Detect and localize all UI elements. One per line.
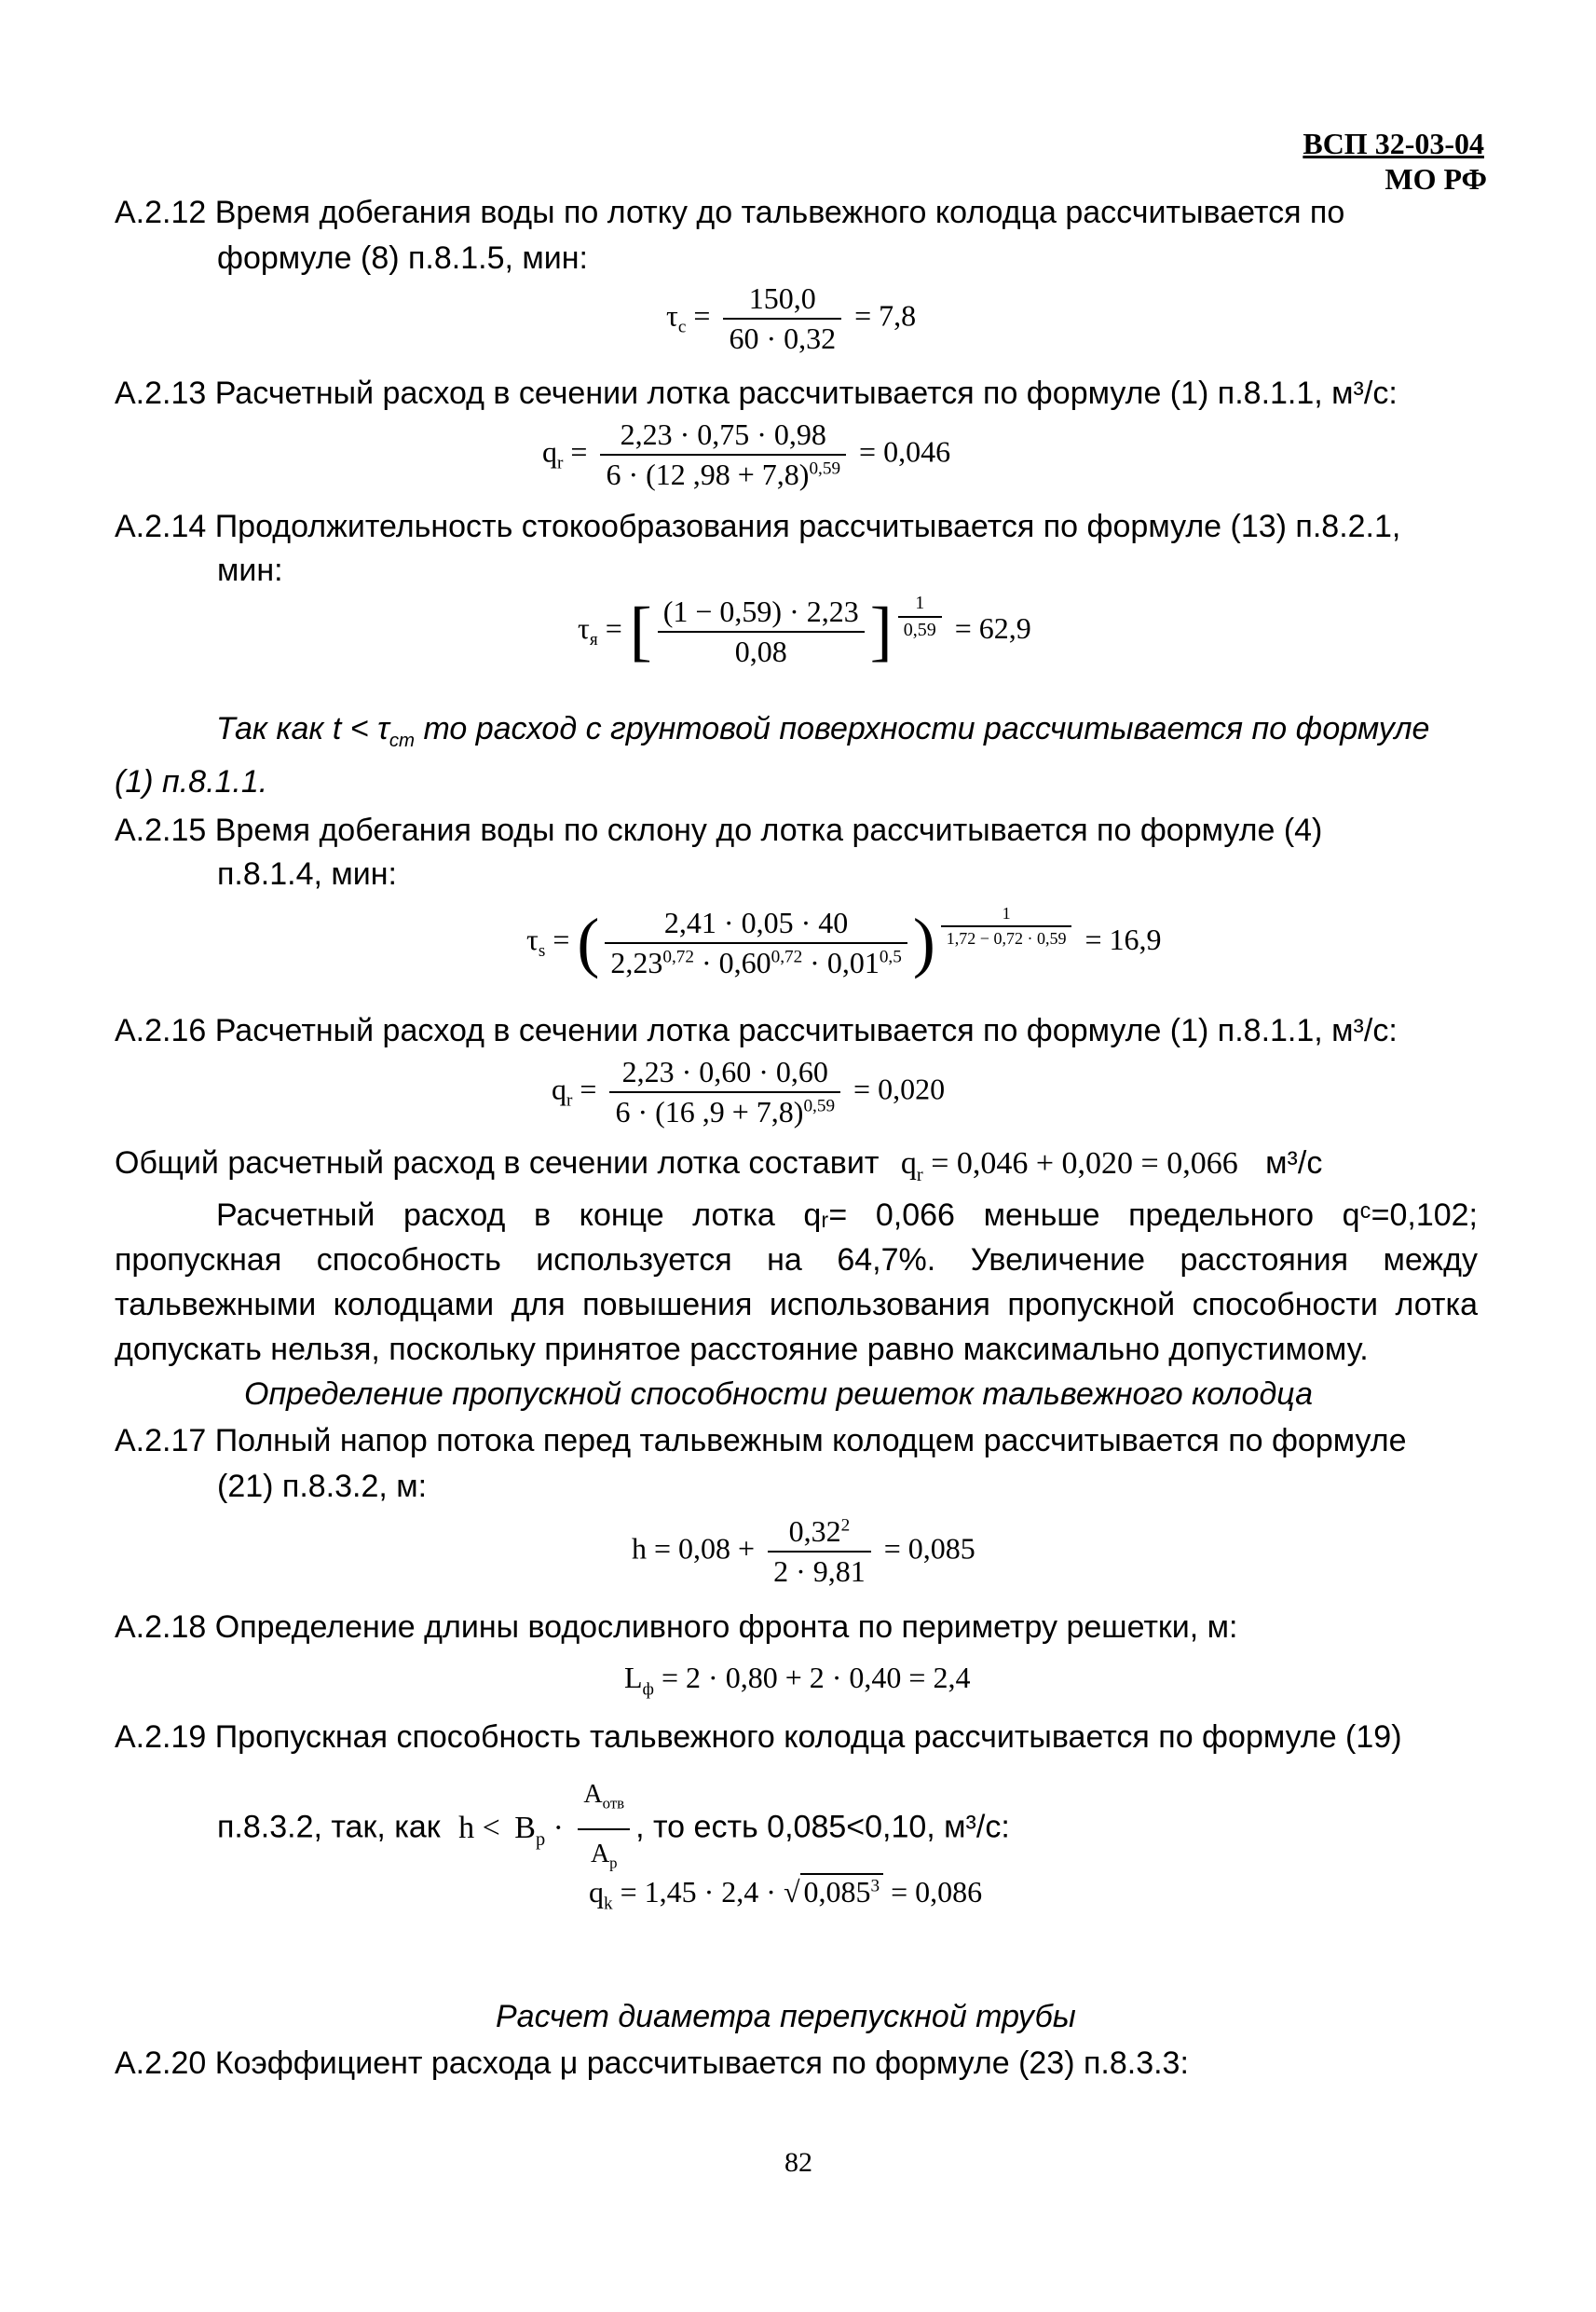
exponent-fraction bbox=[898, 593, 942, 641]
numerator-exponent: 2 bbox=[840, 1515, 851, 1536]
numerator: (1 − 0,59) · 2,23 bbox=[658, 595, 865, 633]
formula-lhs-sub: я bbox=[589, 630, 598, 650]
radicand bbox=[800, 1873, 884, 1908]
formula-result: = 0,085 bbox=[883, 1531, 975, 1566]
a2-13-line1: А.2.13 Расчетный расход в сечении лотка рассчитывается по формуле (1) п.8.1.1, м³/с: bbox=[115, 376, 1398, 411]
line2-h: h < bbox=[458, 1810, 500, 1845]
a2-12-line2: формуле (8) п.8.1.5, мин: bbox=[217, 240, 588, 276]
den-exp2: 0,72 bbox=[771, 946, 803, 966]
a2-14-line2: мин: bbox=[217, 553, 283, 588]
denominator: 60 · 0,32 bbox=[729, 321, 837, 355]
formula-mid: = 1,45 · 2,4 · bbox=[612, 1875, 784, 1908]
denominator-base: 6 · (12 ,98 + 7,8) bbox=[606, 458, 810, 491]
a2-17-line1: А.2.17 Полный напор потока перед тальвежным колодцем рассчитывается по формуле bbox=[115, 1423, 1407, 1458]
formula-result: = 0,086 bbox=[883, 1875, 983, 1908]
note-line1 bbox=[216, 706, 1429, 763]
note-text-rest: то расход с грунтовой поверхности рассчитывается по формуле bbox=[415, 711, 1430, 746]
den-term1: 2,23 bbox=[610, 945, 663, 979]
radicand-exponent: 3 bbox=[870, 1876, 880, 1896]
formula-result: = 0,046 bbox=[859, 434, 951, 469]
total-formula-rest: = 0,046 + 0,020 = 0,066 bbox=[922, 1146, 1238, 1181]
a2-15-line2: п.8.1.4, мин: bbox=[217, 856, 397, 892]
a2-14-line1: А.2.14 Продолжительность стокообразования рассчитывается по формуле (13) п.8.2.1, bbox=[115, 509, 1401, 544]
exponent-fraction bbox=[941, 904, 1072, 949]
formula-a2-18 bbox=[624, 1661, 970, 1700]
doc-code: ВСП 32-03-04 bbox=[1303, 127, 1484, 160]
formula-lhs: L bbox=[624, 1661, 643, 1694]
denominator bbox=[609, 1093, 840, 1129]
right-bracket: ] bbox=[869, 594, 893, 668]
a2-16-line1: А.2.16 Расчетный расход в сечении лотка рассчитывается по формуле (1) п.8.1.1, м³/с: bbox=[115, 1013, 1398, 1048]
formula-result: = 62,9 bbox=[954, 610, 1031, 645]
line2-num-a: A bbox=[583, 1780, 603, 1809]
para-line1: Расчетный расход в конце лотка qᵣ= 0,066 меньше предельного qᶜ=0,102; bbox=[216, 1197, 1478, 1233]
denominator bbox=[600, 456, 846, 492]
numerator: 2,23 · 0,60 · 0,60 bbox=[609, 1055, 840, 1093]
formula-result: = 0,020 bbox=[853, 1072, 946, 1106]
exponent-num: 1 bbox=[898, 593, 942, 618]
note-sub: ст bbox=[389, 730, 415, 751]
denominator bbox=[605, 944, 907, 980]
note-text: Так как t < τ bbox=[216, 711, 389, 746]
a2-20-line1: А.2.20 Коэффициент расхода μ рассчитывается по формуле (23) п.8.3.3: bbox=[115, 2045, 1189, 2081]
sqrt-sign: √ bbox=[783, 1875, 800, 1908]
numerator: 2,41 · 0,05 · 40 bbox=[605, 906, 907, 944]
note-line2: (1) п.8.1.1. bbox=[115, 764, 268, 800]
total-unit: м³/с bbox=[1265, 1145, 1323, 1181]
right-paren: ) bbox=[912, 905, 935, 979]
line2-bp: $B_p$ · bbox=[514, 1810, 564, 1850]
radicand-base: 0,085 bbox=[803, 1875, 871, 1908]
formula-lhs-sub: k bbox=[604, 1894, 613, 1914]
formula-a2-16: $q_r$ = $\frac{2,23 \cdot 0,60 \cdot 0,60}{6 \cdot (16 ,9 + 7,8)^{0,59}}$ = 0,020 bbox=[552, 1055, 946, 1129]
formula-result: = 7,8 bbox=[854, 298, 917, 333]
formula-a2-12: $\tau_c$ = $\frac{150,0}{60 \cdot 0,32}$ = 7,8 bbox=[666, 281, 917, 355]
numerator-base: 0,32 bbox=[788, 1514, 841, 1548]
a2-15-line1: А.2.15 Время добегания воды по склону до лотка рассчитывается по формуле (4) bbox=[115, 813, 1323, 848]
section-heading: Определение пропускной способности решеток тальвежного колодца bbox=[244, 1376, 1313, 1412]
total-formula bbox=[900, 1146, 1238, 1185]
formula-a2-15: $\tau_s$ = ( $\frac{2,41 \cdot 0,05 \cdot 40}{2,23^{0,72} \cdot 0,60^{0,72} \cdot 0,01^{0,5}}$ ) $^{\frac{1}{1,72 - 0,72 \cdot 0,59}}$ = 16,9 bbox=[526, 904, 1162, 979]
line2-b-sub: p bbox=[535, 1828, 546, 1850]
a2-18-line1: А.2.18 Определение длины водосливного фронта по периметру решетки, м: bbox=[115, 1609, 1238, 1645]
formula-lhs: τ bbox=[526, 922, 539, 956]
formula-lhs: q bbox=[552, 1072, 566, 1106]
a2-19-line1: А.2.19 Пропускная способность тальвежного колодца рассчитывается по формуле (19) bbox=[115, 1719, 1402, 1755]
den-term3: · 0,01 bbox=[802, 945, 880, 979]
fraction bbox=[600, 417, 846, 492]
formula-lhs-sub: r bbox=[566, 1090, 573, 1111]
formula-lhs: q bbox=[589, 1875, 604, 1908]
denominator-base: 6 · (16 ,9 + 7,8) bbox=[615, 1095, 804, 1129]
numerator: 2,23 · 0,75 · 0,98 bbox=[600, 417, 846, 456]
a2-12-line1: А.2.12 Время добегания воды по лотку до тальвежного колодца рассчитывается по bbox=[115, 195, 1345, 230]
denominator-exponent: 0,59 bbox=[803, 1096, 836, 1116]
denominator: 2 · 9,81 bbox=[773, 1554, 866, 1588]
line2-b: B bbox=[514, 1810, 536, 1845]
fraction bbox=[605, 906, 907, 980]
line2-den-sub: p bbox=[609, 1854, 618, 1872]
den-term2: · 0,60 bbox=[693, 945, 771, 979]
para-line2: пропускная способность используется на 64,7%. Увеличение расстояния между bbox=[115, 1242, 1478, 1278]
left-paren: ( bbox=[577, 905, 600, 979]
exponent-den: 0,59 bbox=[903, 620, 936, 640]
total-formula-q: q bbox=[900, 1146, 917, 1181]
line2-den-a: A bbox=[590, 1839, 610, 1868]
formula-lhs-sub: c bbox=[677, 317, 687, 337]
exponent-num: 1 bbox=[941, 904, 1072, 927]
formula-a2-14: $\tau_я$ = [ $\frac{(1 - 0,59) \cdot 2,23}{0,08}$ ] $^{\frac{1}{0,59}}$ = 62,9 bbox=[578, 593, 1031, 668]
total-formula-sub: r bbox=[916, 1164, 923, 1185]
numerator: 150,0 bbox=[723, 281, 841, 320]
formula-lhs-sub: ф bbox=[642, 1679, 654, 1700]
fraction bbox=[609, 1055, 840, 1129]
formula-lhs: h = 0,08 + bbox=[632, 1531, 756, 1566]
line2-rest: , то есть 0,085<0,10, м³/с: bbox=[635, 1809, 1010, 1845]
formula-a2-19 bbox=[589, 1875, 982, 1914]
section-heading-2: Расчет диаметра перепускной трубы bbox=[496, 1999, 1076, 2034]
formula-lhs: τ bbox=[578, 610, 590, 645]
den-exp1: 0,72 bbox=[662, 946, 694, 966]
exponent-den: 1,72 − 0,72 · 0,59 bbox=[946, 929, 1067, 948]
a2-19-line2 bbox=[217, 1772, 1010, 1885]
left-bracket: [ bbox=[629, 594, 652, 668]
fraction bbox=[723, 281, 841, 356]
formula-a2-13: $q_r$ = $\frac{2,23 \cdot 0,75 \cdot 0,98}{6 \cdot (12 ,98 + 7,8)^{0,59}}$ = 0,046 bbox=[542, 417, 951, 491]
den-exp3: 0,5 bbox=[879, 946, 902, 966]
fraction bbox=[768, 1514, 871, 1589]
a2-17-line2: (21) п.8.3.2, м: bbox=[217, 1469, 428, 1504]
denominator: 0,08 bbox=[734, 634, 787, 668]
numerator bbox=[768, 1514, 871, 1553]
para-line3: тальвежными колодцами для повышения использования пропускной способности лотка bbox=[115, 1287, 1478, 1322]
formula-rest: = 2 · 0,80 + 2 · 0,40 = 2,4 bbox=[653, 1661, 971, 1694]
fraction bbox=[658, 595, 865, 669]
formula-lhs: q bbox=[542, 434, 557, 469]
line2-num bbox=[578, 1772, 630, 1830]
denominator-exponent: 0,59 bbox=[809, 458, 841, 479]
line2-text: п.8.3.2, так, как bbox=[217, 1809, 441, 1845]
formula-lhs-sub: s bbox=[538, 941, 546, 962]
org-label: МО РФ bbox=[1385, 162, 1487, 196]
formula-a2-17 bbox=[632, 1514, 975, 1589]
page-number: 82 bbox=[784, 2147, 812, 2178]
line2-num-sub: отв bbox=[602, 1794, 625, 1813]
formula-result: = 16,9 bbox=[1084, 922, 1162, 956]
total-line bbox=[115, 1141, 1322, 1197]
para-line4: допускать нельзя, поскольку принятое расстояние равно максимально допустимому. bbox=[115, 1332, 1369, 1367]
formula-lhs-sub: r bbox=[557, 453, 564, 473]
total-text: Общий расчетный расход в сечении лотка составит bbox=[115, 1145, 880, 1181]
line2-fraction bbox=[578, 1772, 630, 1885]
formula-lhs: τ bbox=[666, 298, 678, 333]
